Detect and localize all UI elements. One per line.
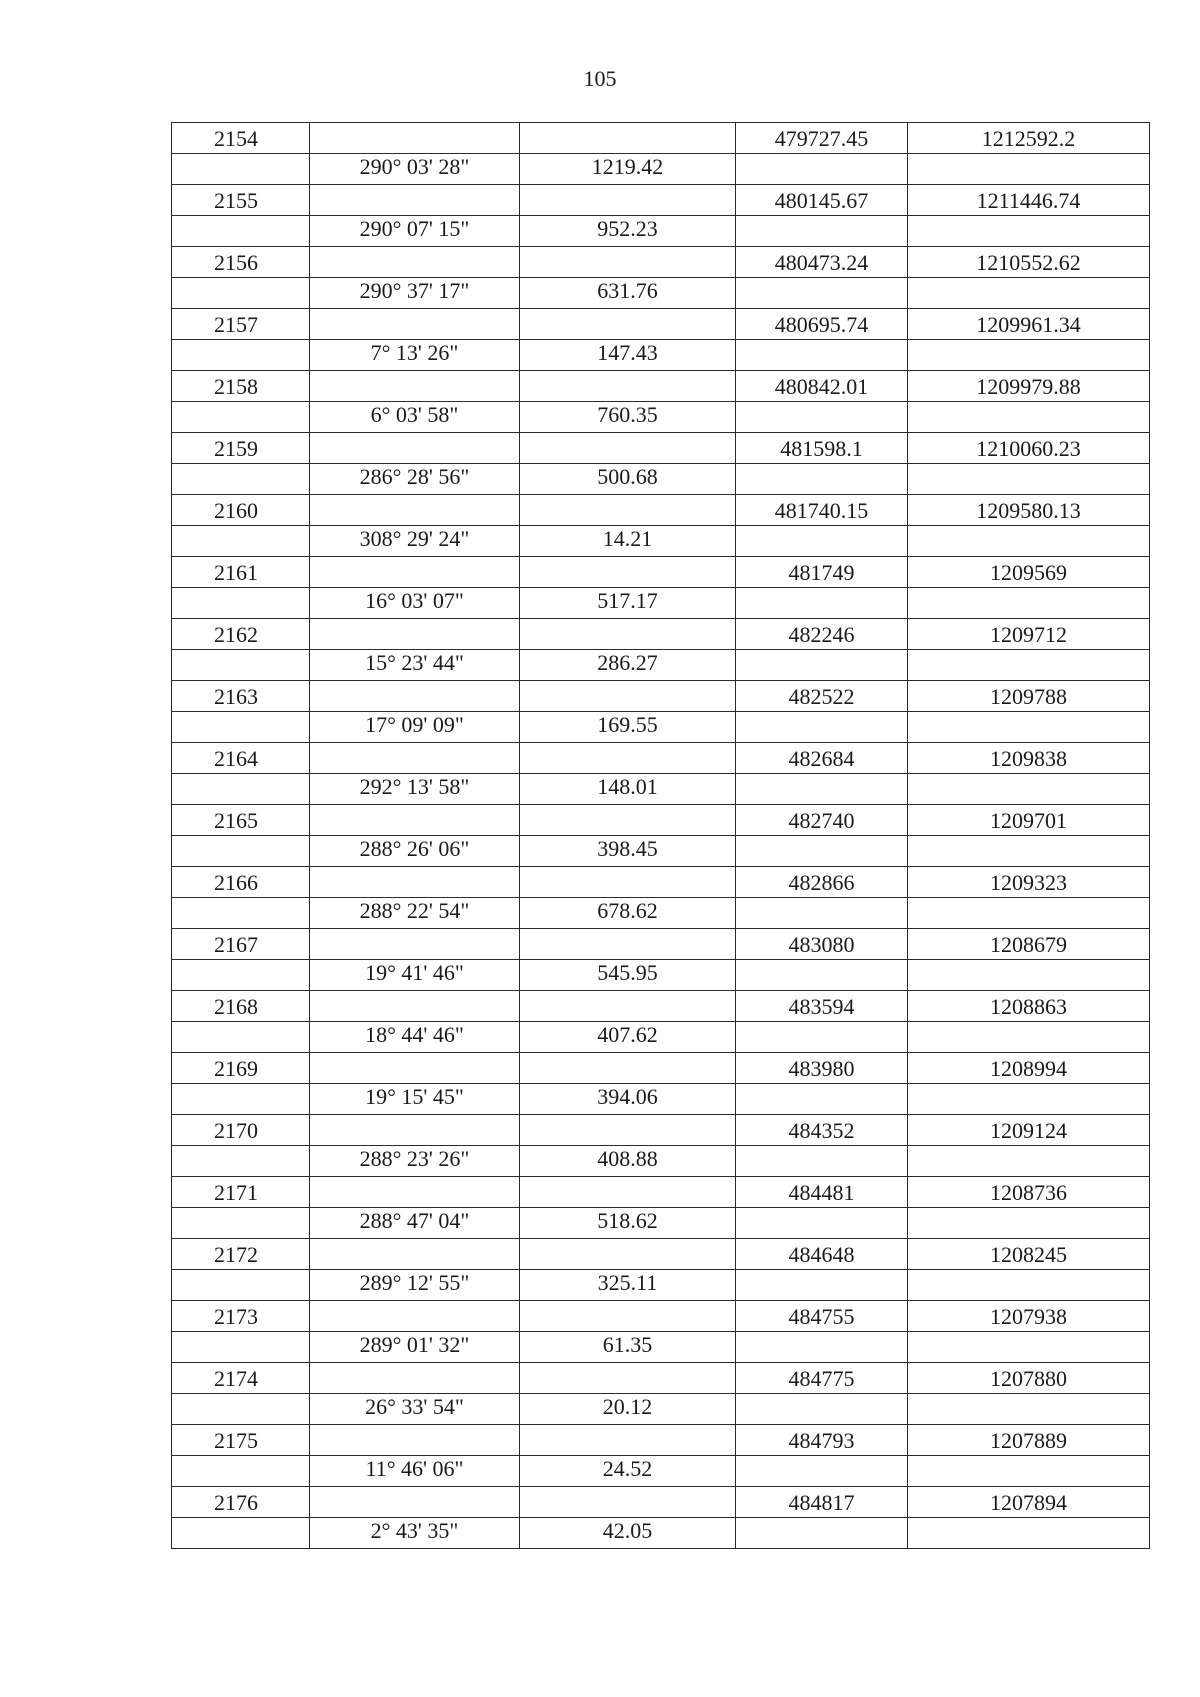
distance-cell: 20.12: [520, 1394, 736, 1425]
y-coordinate-cell: [908, 1084, 1150, 1115]
distance-cell: 500.68: [520, 464, 736, 495]
x-coordinate-cell: 482246: [736, 619, 908, 650]
x-coordinate-cell: [736, 1270, 908, 1301]
station-row: [172, 433, 1150, 464]
y-coordinate-cell: [908, 526, 1150, 557]
x-coordinate-cell: 483980: [736, 1053, 908, 1084]
bearing-cell: 19° 15' 45": [310, 1084, 520, 1115]
x-coordinate-cell: [736, 1208, 908, 1239]
station-cell: [172, 526, 310, 557]
distance-cell: 169.55: [520, 712, 736, 743]
x-coordinate-cell: 481749: [736, 557, 908, 588]
distance-cell: 14.21: [520, 526, 736, 557]
station-row: [172, 123, 1150, 154]
x-coordinate-cell: 484755: [736, 1301, 908, 1332]
bearing-cell: 289° 12' 55": [310, 1270, 520, 1301]
bearing-cell: [310, 1301, 520, 1332]
x-coordinate-cell: [736, 154, 908, 185]
distance-cell: [520, 619, 736, 650]
leg-row: [172, 1394, 1150, 1425]
bearing-cell: 308° 29' 24": [310, 526, 520, 557]
distance-cell: [520, 1487, 736, 1518]
bearing-cell: [310, 1425, 520, 1456]
y-coordinate-cell: 1212592.2: [908, 123, 1150, 154]
bearing-cell: [310, 247, 520, 278]
y-coordinate-cell: 1208736: [908, 1177, 1150, 1208]
distance-cell: 1219.42: [520, 154, 736, 185]
distance-cell: 545.95: [520, 960, 736, 991]
y-coordinate-cell: 1209838: [908, 743, 1150, 774]
distance-cell: [520, 1115, 736, 1146]
distance-cell: 148.01: [520, 774, 736, 805]
x-coordinate-cell: [736, 1456, 908, 1487]
station-cell: 2173: [172, 1301, 310, 1332]
distance-cell: [520, 1177, 736, 1208]
bearing-cell: [310, 1053, 520, 1084]
bearing-cell: [310, 1363, 520, 1394]
x-coordinate-cell: [736, 1332, 908, 1363]
distance-cell: [520, 743, 736, 774]
y-coordinate-cell: [908, 1394, 1150, 1425]
distance-cell: 631.76: [520, 278, 736, 309]
x-coordinate-cell: [736, 1146, 908, 1177]
y-coordinate-cell: 1209961.34: [908, 309, 1150, 340]
bearing-cell: 11° 46' 06": [310, 1456, 520, 1487]
station-cell: [172, 1394, 310, 1425]
bearing-cell: [310, 929, 520, 960]
bearing-cell: [310, 991, 520, 1022]
x-coordinate-cell: 481598.1: [736, 433, 908, 464]
distance-cell: [520, 867, 736, 898]
station-row: [172, 1363, 1150, 1394]
station-cell: 2168: [172, 991, 310, 1022]
leg-row: [172, 464, 1150, 495]
x-coordinate-cell: 484817: [736, 1487, 908, 1518]
distance-cell: [520, 247, 736, 278]
station-cell: [172, 1332, 310, 1363]
leg-row: [172, 216, 1150, 247]
survey-table: [171, 122, 1150, 1549]
distance-cell: [520, 1425, 736, 1456]
y-coordinate-cell: [908, 1518, 1150, 1549]
station-cell: [172, 278, 310, 309]
station-row: [172, 1301, 1150, 1332]
bearing-cell: [310, 433, 520, 464]
station-cell: 2165: [172, 805, 310, 836]
bearing-cell: 290° 07' 15": [310, 216, 520, 247]
station-cell: 2176: [172, 1487, 310, 1518]
x-coordinate-cell: [736, 526, 908, 557]
y-coordinate-cell: [908, 960, 1150, 991]
x-coordinate-cell: [736, 774, 908, 805]
survey-table-body: [172, 123, 1150, 1549]
y-coordinate-cell: [908, 588, 1150, 619]
bearing-cell: [310, 867, 520, 898]
station-cell: 2175: [172, 1425, 310, 1456]
y-coordinate-cell: [908, 464, 1150, 495]
y-coordinate-cell: 1210060.23: [908, 433, 1150, 464]
leg-row: [172, 402, 1150, 433]
x-coordinate-cell: 483594: [736, 991, 908, 1022]
distance-cell: [520, 929, 736, 960]
y-coordinate-cell: [908, 216, 1150, 247]
distance-cell: 24.52: [520, 1456, 736, 1487]
bearing-cell: [310, 557, 520, 588]
x-coordinate-cell: [736, 1518, 908, 1549]
distance-cell: 42.05: [520, 1518, 736, 1549]
y-coordinate-cell: 1209712: [908, 619, 1150, 650]
distance-cell: 407.62: [520, 1022, 736, 1053]
x-coordinate-cell: 480695.74: [736, 309, 908, 340]
x-coordinate-cell: [736, 712, 908, 743]
x-coordinate-cell: 484775: [736, 1363, 908, 1394]
bearing-cell: [310, 1115, 520, 1146]
distance-cell: [520, 991, 736, 1022]
x-coordinate-cell: [736, 960, 908, 991]
bearing-cell: 15° 23' 44": [310, 650, 520, 681]
station-row: [172, 805, 1150, 836]
y-coordinate-cell: [908, 898, 1150, 929]
leg-row: [172, 154, 1150, 185]
distance-cell: 286.27: [520, 650, 736, 681]
y-coordinate-cell: 1207894: [908, 1487, 1150, 1518]
distance-cell: 517.17: [520, 588, 736, 619]
x-coordinate-cell: [736, 1084, 908, 1115]
bearing-cell: 6° 03' 58": [310, 402, 520, 433]
station-row: [172, 557, 1150, 588]
station-row: [172, 247, 1150, 278]
leg-row: [172, 712, 1150, 743]
distance-cell: [520, 433, 736, 464]
leg-row: [172, 774, 1150, 805]
bearing-cell: [310, 1177, 520, 1208]
bearing-cell: [310, 371, 520, 402]
bearing-cell: [310, 681, 520, 712]
station-cell: 2174: [172, 1363, 310, 1394]
station-cell: 2169: [172, 1053, 310, 1084]
distance-cell: [520, 1363, 736, 1394]
distance-cell: 147.43: [520, 340, 736, 371]
y-coordinate-cell: 1209580.13: [908, 495, 1150, 526]
distance-cell: 518.62: [520, 1208, 736, 1239]
station-cell: [172, 650, 310, 681]
station-cell: [172, 340, 310, 371]
leg-row: [172, 650, 1150, 681]
x-coordinate-cell: 484481: [736, 1177, 908, 1208]
distance-cell: [520, 309, 736, 340]
y-coordinate-cell: 1207880: [908, 1363, 1150, 1394]
distance-cell: [520, 185, 736, 216]
distance-cell: 408.88: [520, 1146, 736, 1177]
station-cell: 2171: [172, 1177, 310, 1208]
station-row: [172, 867, 1150, 898]
station-cell: [172, 898, 310, 929]
bearing-cell: 26° 33' 54": [310, 1394, 520, 1425]
y-coordinate-cell: [908, 774, 1150, 805]
y-coordinate-cell: [908, 1146, 1150, 1177]
station-row: [172, 371, 1150, 402]
station-row: [172, 619, 1150, 650]
station-cell: 2158: [172, 371, 310, 402]
x-coordinate-cell: 479727.45: [736, 123, 908, 154]
y-coordinate-cell: 1208245: [908, 1239, 1150, 1270]
x-coordinate-cell: 484352: [736, 1115, 908, 1146]
bearing-cell: 289° 01' 32": [310, 1332, 520, 1363]
bearing-cell: 288° 47' 04": [310, 1208, 520, 1239]
bearing-cell: [310, 185, 520, 216]
x-coordinate-cell: 482740: [736, 805, 908, 836]
distance-cell: [520, 1053, 736, 1084]
bearing-cell: 292° 13' 58": [310, 774, 520, 805]
bearing-cell: 290° 37' 17": [310, 278, 520, 309]
bearing-cell: 18° 44' 46": [310, 1022, 520, 1053]
station-cell: 2164: [172, 743, 310, 774]
x-coordinate-cell: 480145.67: [736, 185, 908, 216]
leg-row: [172, 960, 1150, 991]
y-coordinate-cell: [908, 1022, 1150, 1053]
leg-row: [172, 588, 1150, 619]
station-row: [172, 495, 1150, 526]
x-coordinate-cell: 482522: [736, 681, 908, 712]
x-coordinate-cell: [736, 464, 908, 495]
y-coordinate-cell: 1209569: [908, 557, 1150, 588]
x-coordinate-cell: [736, 402, 908, 433]
bearing-cell: [310, 1239, 520, 1270]
distance-cell: [520, 371, 736, 402]
station-row: [172, 1177, 1150, 1208]
leg-row: [172, 1518, 1150, 1549]
y-coordinate-cell: [908, 278, 1150, 309]
station-cell: [172, 1456, 310, 1487]
station-row: [172, 309, 1150, 340]
bearing-cell: [310, 495, 520, 526]
leg-row: [172, 898, 1150, 929]
station-cell: [172, 1084, 310, 1115]
distance-cell: 760.35: [520, 402, 736, 433]
leg-row: [172, 1022, 1150, 1053]
station-cell: 2166: [172, 867, 310, 898]
x-coordinate-cell: [736, 588, 908, 619]
y-coordinate-cell: 1208679: [908, 929, 1150, 960]
y-coordinate-cell: 1208994: [908, 1053, 1150, 1084]
y-coordinate-cell: [908, 1456, 1150, 1487]
y-coordinate-cell: 1209701: [908, 805, 1150, 836]
station-cell: 2159: [172, 433, 310, 464]
station-row: [172, 929, 1150, 960]
y-coordinate-cell: 1207938: [908, 1301, 1150, 1332]
bearing-cell: 2° 43' 35": [310, 1518, 520, 1549]
leg-row: [172, 1456, 1150, 1487]
station-row: [172, 1053, 1150, 1084]
station-cell: 2154: [172, 123, 310, 154]
bearing-cell: 288° 23' 26": [310, 1146, 520, 1177]
y-coordinate-cell: 1211446.74: [908, 185, 1150, 216]
bearing-cell: [310, 1487, 520, 1518]
bearing-cell: 288° 26' 06": [310, 836, 520, 867]
station-cell: [172, 1270, 310, 1301]
station-cell: [172, 464, 310, 495]
leg-row: [172, 836, 1150, 867]
distance-cell: 398.45: [520, 836, 736, 867]
station-row: [172, 681, 1150, 712]
x-coordinate-cell: 484793: [736, 1425, 908, 1456]
station-cell: 2160: [172, 495, 310, 526]
station-row: [172, 1425, 1150, 1456]
station-cell: [172, 774, 310, 805]
distance-cell: [520, 1301, 736, 1332]
station-cell: 2155: [172, 185, 310, 216]
station-cell: 2157: [172, 309, 310, 340]
x-coordinate-cell: [736, 216, 908, 247]
x-coordinate-cell: 483080: [736, 929, 908, 960]
leg-row: [172, 1146, 1150, 1177]
y-coordinate-cell: [908, 650, 1150, 681]
distance-cell: [520, 805, 736, 836]
x-coordinate-cell: 481740.15: [736, 495, 908, 526]
station-cell: [172, 1022, 310, 1053]
y-coordinate-cell: [908, 1270, 1150, 1301]
x-coordinate-cell: [736, 650, 908, 681]
station-cell: [172, 402, 310, 433]
leg-row: [172, 1332, 1150, 1363]
bearing-cell: [310, 805, 520, 836]
y-coordinate-cell: 1209124: [908, 1115, 1150, 1146]
x-coordinate-cell: 480842.01: [736, 371, 908, 402]
x-coordinate-cell: [736, 1394, 908, 1425]
station-cell: [172, 1518, 310, 1549]
station-cell: 2161: [172, 557, 310, 588]
distance-cell: [520, 557, 736, 588]
bearing-cell: 17° 09' 09": [310, 712, 520, 743]
station-cell: 2172: [172, 1239, 310, 1270]
station-cell: 2163: [172, 681, 310, 712]
station-cell: [172, 216, 310, 247]
station-cell: [172, 836, 310, 867]
bearing-cell: 19° 41' 46": [310, 960, 520, 991]
y-coordinate-cell: [908, 154, 1150, 185]
x-coordinate-cell: 480473.24: [736, 247, 908, 278]
station-cell: [172, 712, 310, 743]
distance-cell: 952.23: [520, 216, 736, 247]
station-cell: 2170: [172, 1115, 310, 1146]
x-coordinate-cell: 484648: [736, 1239, 908, 1270]
y-coordinate-cell: [908, 1332, 1150, 1363]
leg-row: [172, 526, 1150, 557]
station-cell: 2162: [172, 619, 310, 650]
bearing-cell: [310, 309, 520, 340]
bearing-cell: 286° 28' 56": [310, 464, 520, 495]
x-coordinate-cell: [736, 278, 908, 309]
distance-cell: 325.11: [520, 1270, 736, 1301]
y-coordinate-cell: [908, 712, 1150, 743]
station-row: [172, 1239, 1150, 1270]
bearing-cell: 288° 22' 54": [310, 898, 520, 929]
y-coordinate-cell: 1209323: [908, 867, 1150, 898]
leg-row: [172, 278, 1150, 309]
x-coordinate-cell: [736, 898, 908, 929]
x-coordinate-cell: [736, 836, 908, 867]
station-cell: 2167: [172, 929, 310, 960]
y-coordinate-cell: 1209788: [908, 681, 1150, 712]
y-coordinate-cell: 1210552.62: [908, 247, 1150, 278]
station-row: [172, 743, 1150, 774]
station-cell: [172, 154, 310, 185]
station-cell: [172, 1208, 310, 1239]
bearing-cell: [310, 743, 520, 774]
bearing-cell: 290° 03' 28": [310, 154, 520, 185]
distance-cell: 678.62: [520, 898, 736, 929]
y-coordinate-cell: 1209979.88: [908, 371, 1150, 402]
distance-cell: [520, 681, 736, 712]
distance-cell: [520, 495, 736, 526]
station-row: [172, 185, 1150, 216]
station-row: [172, 1115, 1150, 1146]
y-coordinate-cell: 1207889: [908, 1425, 1150, 1456]
x-coordinate-cell: [736, 340, 908, 371]
y-coordinate-cell: [908, 836, 1150, 867]
bearing-cell: [310, 619, 520, 650]
page-number: 105: [583, 66, 617, 91]
leg-row: [172, 1084, 1150, 1115]
y-coordinate-cell: 1208863: [908, 991, 1150, 1022]
distance-cell: [520, 1239, 736, 1270]
y-coordinate-cell: [908, 340, 1150, 371]
y-coordinate-cell: [908, 1208, 1150, 1239]
station-cell: [172, 588, 310, 619]
x-coordinate-cell: 482684: [736, 743, 908, 774]
x-coordinate-cell: [736, 1022, 908, 1053]
station-row: [172, 1487, 1150, 1518]
distance-cell: 61.35: [520, 1332, 736, 1363]
bearing-cell: [310, 123, 520, 154]
bearing-cell: 7° 13' 26": [310, 340, 520, 371]
station-row: [172, 991, 1150, 1022]
x-coordinate-cell: 482866: [736, 867, 908, 898]
station-cell: 2156: [172, 247, 310, 278]
y-coordinate-cell: [908, 402, 1150, 433]
station-cell: [172, 960, 310, 991]
distance-cell: [520, 123, 736, 154]
leg-row: [172, 1270, 1150, 1301]
bearing-cell: 16° 03' 07": [310, 588, 520, 619]
distance-cell: 394.06: [520, 1084, 736, 1115]
station-cell: [172, 1146, 310, 1177]
leg-row: [172, 340, 1150, 371]
leg-row: [172, 1208, 1150, 1239]
